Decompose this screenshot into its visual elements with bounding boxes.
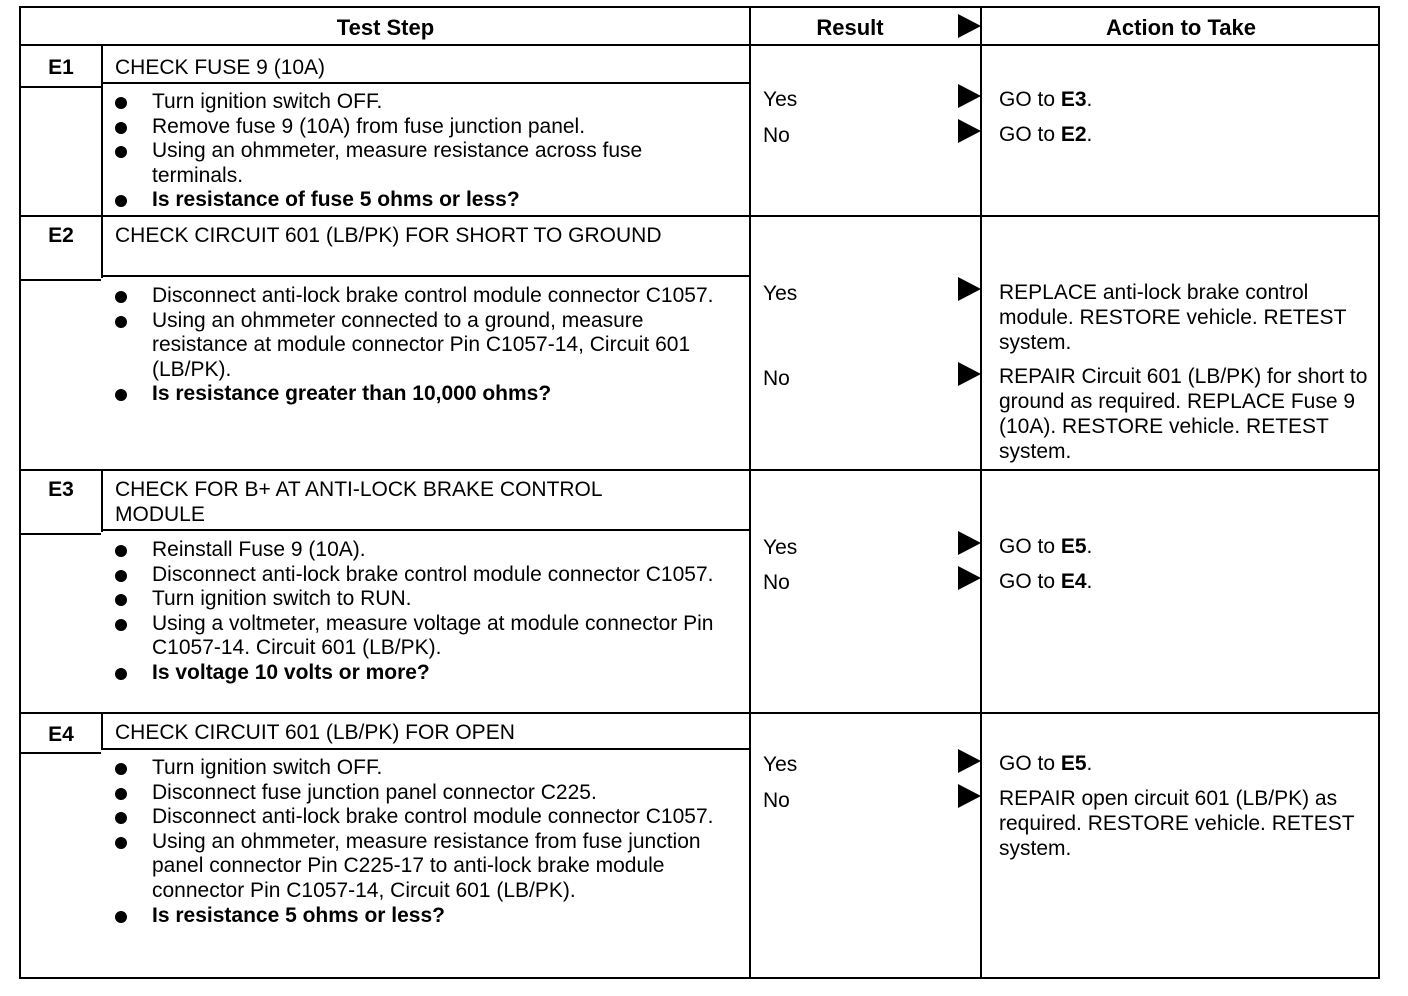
list-item: Is resistance 5 ohms or less? (115, 904, 735, 929)
list-item: Is resistance greater than 10,000 ohms? (115, 382, 735, 407)
bullet-icon (115, 837, 127, 849)
result-label: No (763, 789, 790, 812)
action-text: GO to E3. (999, 88, 1093, 111)
header-arrow-icon (958, 14, 981, 38)
list-item: Turn ignition switch to RUN. (115, 587, 735, 612)
divider (749, 8, 751, 979)
action-text: GO to E2. (999, 123, 1093, 146)
step-title: CHECK CIRCUIT 601 (LB/PK) FOR SHORT TO GROUND (115, 224, 662, 247)
list-item: Is voltage 10 volts or more? (115, 661, 735, 686)
list-item: Is resistance of fuse 5 ohms or less? (115, 188, 735, 213)
divider (101, 82, 751, 84)
step-id: E3 (48, 478, 74, 501)
action-text: REPAIR Circuit 601 (LB/PK) for short to ground as required. REPLACE Fuse 9 (10A). RESTORE vehicle. RETEST system. (999, 365, 1368, 463)
list-item: Using an ohmmeter, measure resistance across fuse terminals. (115, 139, 735, 188)
step-title: CHECK FOR B+ AT ANTI-LOCK BRAKE CONTROL MODULE (115, 478, 602, 526)
list-item: Disconnect anti-lock brake control module connector C1057. (115, 563, 735, 588)
bullet-icon (115, 668, 127, 680)
list-item: Disconnect fuse junction panel connector C225. (115, 781, 735, 806)
divider (101, 275, 751, 277)
divider (101, 529, 751, 531)
list-item: Reinstall Fuse 9 (10A). (115, 538, 735, 563)
diagnostic-table (19, 6, 1380, 979)
list-item: Disconnect anti-lock brake control module connector C1057. (115, 805, 735, 830)
result-label: No (763, 367, 790, 390)
list-item: Using an ohmmeter, measure resistance from fuse junction panel connector Pin C225-17 to anti-lock brake module connector Pin C1057-14, Circuit 601 (LB/PK). (115, 830, 735, 904)
arrow-icon (958, 784, 981, 808)
bullet-icon (115, 97, 127, 109)
bullet-icon (115, 763, 127, 775)
divider (980, 8, 982, 979)
header-test-step: Test Step (336, 15, 435, 40)
action-text: GO to E5. (999, 535, 1093, 558)
divider (21, 752, 101, 754)
step-id: E1 (48, 56, 74, 79)
bullet-icon (115, 195, 127, 207)
list-item: Remove fuse 9 (10A) from fuse junction panel. (115, 115, 735, 140)
step-id: E2 (48, 224, 74, 247)
result-label: Yes (763, 88, 798, 111)
bullet-icon (115, 316, 127, 328)
step-id: E4 (48, 723, 74, 746)
bullet-icon (115, 594, 127, 606)
divider (21, 86, 101, 88)
list-item: Disconnect anti-lock brake control module connector C1057. (115, 284, 735, 309)
result-label: Yes (763, 282, 798, 305)
list-item: Turn ignition switch OFF. (115, 90, 735, 115)
step-title: CHECK FUSE 9 (10A) (115, 56, 326, 79)
bullet-icon (115, 812, 127, 824)
step-instructions (115, 538, 735, 686)
bullet-icon (115, 570, 127, 582)
header-result: Result (816, 15, 884, 40)
action-text: GO to E4. (999, 570, 1093, 593)
divider (101, 217, 103, 278)
bullet-icon (115, 389, 127, 401)
list-item: Turn ignition switch OFF. (115, 756, 735, 781)
step-title: CHECK CIRCUIT 601 (LB/PK) FOR OPEN (115, 721, 515, 744)
result-label: Yes (763, 536, 798, 559)
bullet-icon (115, 122, 127, 134)
arrow-icon (958, 531, 981, 555)
divider (21, 44, 1380, 46)
divider (21, 712, 1380, 714)
divider (21, 469, 1380, 471)
action-text: REPAIR open circuit 601 (LB/PK) as required. RESTORE vehicle. RETEST system. (999, 787, 1355, 860)
step-instructions (115, 284, 735, 407)
divider (101, 748, 751, 750)
divider (101, 471, 103, 532)
header-action: Action to Take (1106, 15, 1256, 40)
arrow-icon (958, 749, 981, 773)
divider (21, 533, 101, 535)
arrow-icon (958, 119, 981, 143)
list-item: Using an ohmmeter connected to a ground, measure resistance at module connector Pin C1057-14, Circuit 601 (LB/PK). (115, 309, 735, 383)
bullet-icon (115, 911, 127, 923)
step-instructions (115, 90, 735, 213)
bullet-icon (115, 619, 127, 631)
divider (101, 45, 103, 217)
divider (21, 215, 1380, 217)
result-label: No (763, 571, 790, 594)
arrow-icon (958, 84, 981, 108)
bullet-icon (115, 291, 127, 303)
arrow-icon (958, 277, 981, 301)
bullet-icon (115, 788, 127, 800)
result-label: Yes (763, 753, 798, 776)
action-text: REPLACE anti-lock brake control module. RESTORE vehicle. RETEST system. (999, 281, 1347, 354)
divider (21, 279, 101, 281)
list-item: Using a voltmeter, measure voltage at module connector Pin C1057-14. Circuit 601 (LB/PK). (115, 612, 735, 661)
step-instructions (115, 756, 735, 928)
bullet-icon (115, 545, 127, 557)
action-text: GO to E5. (999, 752, 1093, 775)
divider (101, 714, 103, 750)
result-label: No (763, 124, 790, 147)
bullet-icon (115, 146, 127, 158)
arrow-icon (958, 362, 981, 386)
arrow-icon (958, 566, 981, 590)
